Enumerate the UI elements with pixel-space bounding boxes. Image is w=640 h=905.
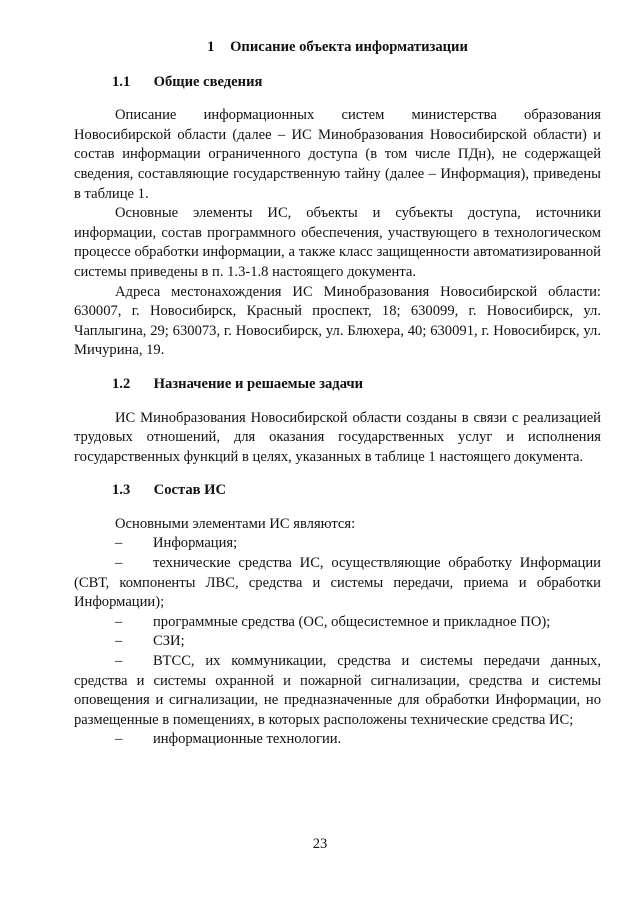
section-1-2-heading bbox=[74, 375, 601, 395]
list-item bbox=[74, 534, 601, 554]
document-page bbox=[74, 30, 601, 750]
list-item-text: ВТСС, их коммуникации, средства и системы передачи данных, средства и системы охранной и пожарной сигнализации, средства и системы оповещения и сигнализации, не предназначенные для обработки Информации, но размещенные в помещениях, в которых расположены технические средства ИС; bbox=[74, 653, 601, 728]
dash-marker: – bbox=[115, 653, 123, 670]
section-1-1-title: Общие сведения bbox=[153, 73, 263, 90]
paragraph: ИС Минобразования Новосибирской области созданы в связи с реализацией трудовых отношений, для оказания государственных услуг и исполнения государственных функций в целях, указанных в таблице 1 настоящего документа. bbox=[74, 409, 601, 465]
section-1-1-number: 1.1 bbox=[112, 73, 131, 90]
paragraph: Основные элементы ИС, объекты и субъекты доступа, источники информации, состав программного обеспечения, участвующего в технологическом процессе обработки информации, а также класс защищенности автоматизированной системы приведены в п. 1.3-1.8 настоящего документа. bbox=[74, 205, 601, 280]
dash-marker: – bbox=[115, 633, 123, 650]
list-item bbox=[74, 652, 601, 730]
list-item bbox=[74, 632, 601, 652]
section-1-1-heading bbox=[74, 73, 601, 93]
list-item bbox=[74, 554, 601, 613]
section-1-title: Описание объекта информатизации bbox=[230, 39, 468, 55]
section-1-3-title: Состав ИС bbox=[153, 482, 227, 499]
section-1-3-heading bbox=[74, 481, 601, 501]
paragraph: Адреса местонахождения ИС Минобразования Новосибирской области: 630007, г. Новосибирск, Красный проспект, 18; 630099, г. Новосибирск, ул. Чаплыгина, 29; 630073, г. Новосибирск, ул. Блюхера, 40; 630091, г. Новосибирск, ул. Мичурина, 19. bbox=[74, 283, 601, 359]
dash-marker: – bbox=[115, 555, 123, 572]
dash-marker: – bbox=[115, 613, 123, 630]
list-intro: Основными элементами ИС являются: bbox=[115, 515, 356, 532]
list-item-text: программные средства (ОС, общесистемное и прикладное ПО); bbox=[153, 613, 551, 630]
section-1-2-number: 1.2 bbox=[112, 375, 131, 392]
section-1-heading bbox=[74, 38, 601, 58]
section-1-3-number: 1.3 bbox=[112, 482, 131, 499]
dash-marker: – bbox=[115, 731, 123, 748]
section-1-2-title: Назначение и решаемые задачи bbox=[153, 375, 364, 392]
list-item bbox=[74, 730, 601, 750]
section-1-number: 1 bbox=[207, 39, 215, 55]
page-number: 23 bbox=[312, 836, 328, 852]
paragraph: Описание информационных систем министерства образования Новосибирской области (далее – ИС Минобразования Новосибирской области) и состав информации ограниченного доступа (в том числе ПДн), не содержащей сведения, составляющие государственную тайну (далее – Информация), приведены в таблице 1. bbox=[74, 107, 601, 202]
list-item-text: Информация; bbox=[153, 535, 238, 552]
dash-marker: – bbox=[115, 535, 123, 552]
list-item-text: информационные технологии. bbox=[153, 731, 342, 748]
list-item bbox=[74, 613, 601, 633]
list-item-text: технические средства ИС, осуществляющие обработку Информации (СВТ, компоненты ЛВС, средства и системы передачи, приема и обработки Информации); bbox=[74, 555, 601, 611]
list-item-text: СЗИ; bbox=[153, 633, 185, 650]
